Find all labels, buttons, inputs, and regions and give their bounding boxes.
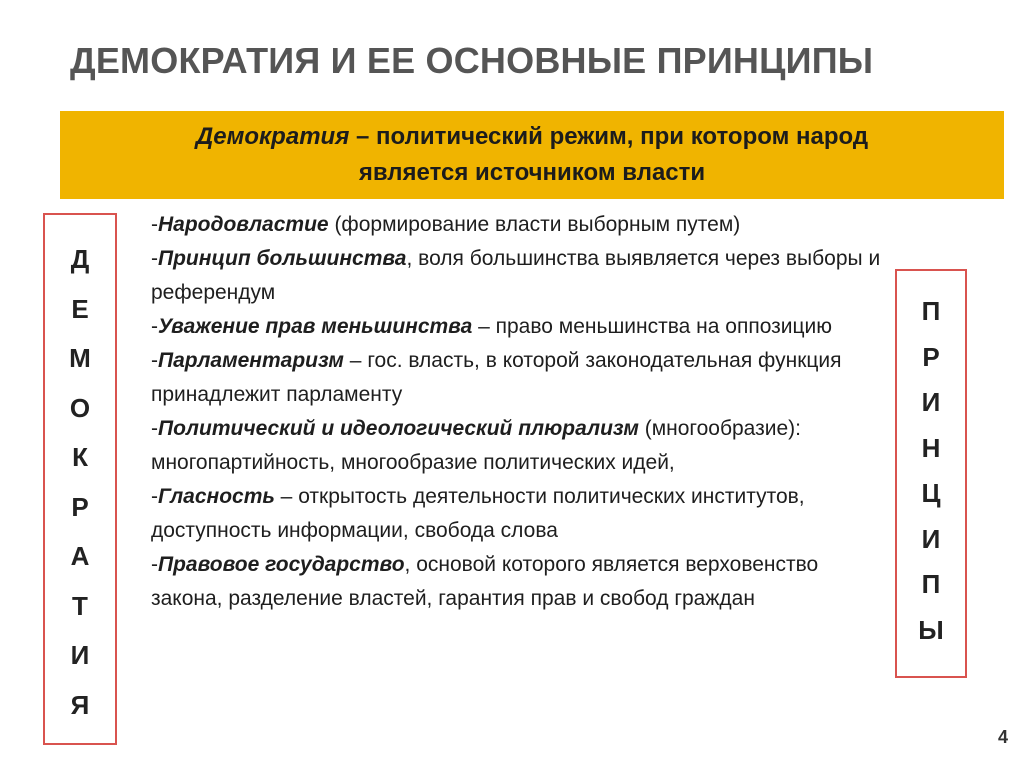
definition-line-1 (60, 119, 1004, 155)
principle-text: (формирование власти выборным путем) (328, 213, 741, 236)
principle-item (151, 412, 886, 480)
vertical-letter: Р (71, 491, 89, 522)
vertical-letter: Е (71, 293, 89, 324)
principle-text: , основой которого является верховенство закона, разделение властей, гарантия прав и свобод граждан (151, 553, 819, 610)
vertical-letter: Р (922, 341, 940, 372)
principle-prefix: - (151, 247, 158, 270)
principle-prefix: - (151, 315, 158, 338)
principle-item (151, 208, 886, 242)
page-number: 4 (997, 727, 1008, 747)
principle-item (151, 480, 886, 548)
principle-prefix: - (151, 349, 158, 372)
principles-list (151, 208, 886, 616)
vertical-letter: Я (70, 689, 90, 720)
vertical-letter: М (69, 343, 91, 373)
vertical-letter: И (921, 523, 941, 554)
vertical-word-principles (895, 269, 967, 678)
principle-text: , воля большинства выявляется через выборы и референдум (151, 247, 881, 304)
principle-term: Гласность (158, 485, 275, 508)
principle-prefix: - (151, 213, 158, 236)
principle-text: – право меньшинства на оппозицию (472, 315, 833, 338)
vertical-letter: Н (921, 432, 941, 463)
definition-line-1-rest: – политический режим, при котором народ (349, 123, 869, 150)
principle-prefix: - (151, 417, 158, 440)
vertical-letter: П (921, 296, 941, 326)
principle-text: (многообразие): многопартийность, многообразие политических идей, (151, 417, 801, 474)
vertical-word-democracy (43, 213, 117, 745)
vertical-letter: О (69, 392, 91, 423)
principle-item (151, 344, 886, 412)
principle-item (151, 242, 886, 310)
principle-item (151, 548, 886, 616)
vertical-letter: Д (70, 244, 90, 274)
principle-term: Народовластие (158, 213, 329, 236)
principle-text: – гос. власть, в которой законодательная функция принадлежит парламенту (151, 349, 842, 406)
vertical-letter: Ы (918, 614, 944, 645)
principle-prefix: - (151, 553, 158, 576)
principle-term: Правовое государство (158, 553, 405, 576)
definition-band (60, 111, 1004, 199)
vertical-letter: И (921, 387, 941, 417)
principle-prefix: - (151, 485, 158, 508)
vertical-letter: Т (72, 590, 88, 621)
vertical-letter: А (70, 541, 90, 571)
principle-term: Уважение прав меньшинства (158, 315, 473, 338)
principle-term: Парламентаризм (158, 349, 344, 372)
principle-term: Политический и идеологический плюрализм (158, 417, 639, 440)
vertical-letter: П (921, 569, 941, 599)
vertical-letter: И (70, 640, 90, 670)
vertical-letter: К (72, 442, 88, 472)
definition-term: Демократия (195, 123, 350, 150)
principle-item (151, 310, 886, 344)
vertical-letter: Ц (921, 478, 941, 508)
principle-text: – открытость деятельности политических институтов, доступность информации, свобода слова (151, 485, 805, 542)
slide-title: ДЕМОКРАТИЯ И ЕЕ ОСНОВНЫЕ ПРИНЦИПЫ (70, 40, 874, 81)
definition-line-2: является источником власти (358, 159, 706, 186)
principle-term: Принцип большинства (158, 247, 407, 270)
